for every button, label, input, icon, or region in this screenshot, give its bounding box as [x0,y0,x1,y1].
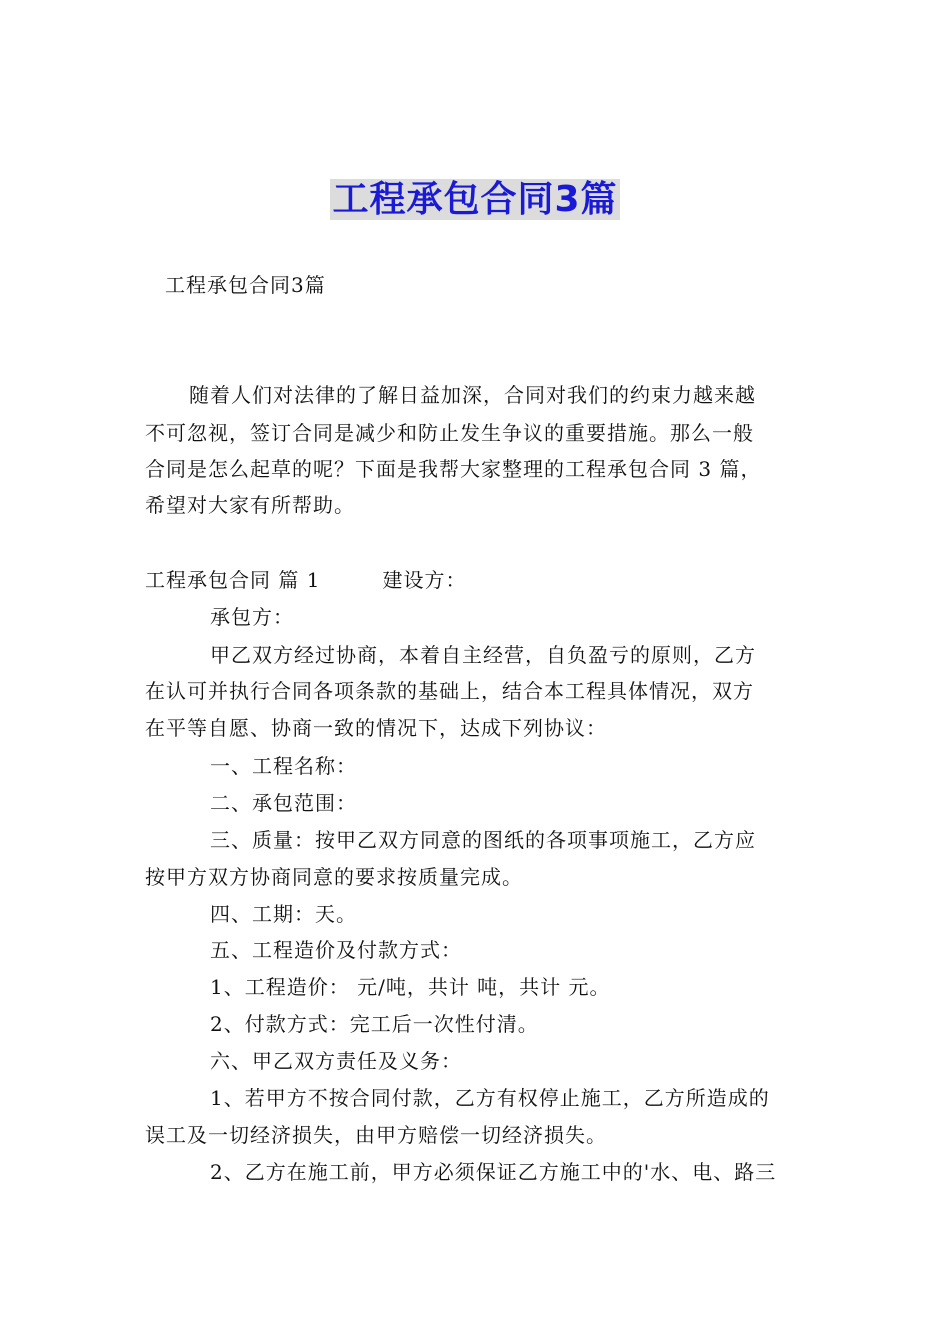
intro-line: 合同是怎么起草的呢？下面是我帮大家整理的工程承包合同 3 篇， [145,457,762,481]
clause-quality-line: 按甲方双方协商同意的要求按质量完成。 [145,865,523,889]
clause-responsibilities: 六、甲乙双方责任及义务： [210,1049,462,1073]
clause-cost-payment: 五、工程造价及付款方式： [210,938,462,962]
clause-responsibility-2: 2、乙方在施工前，甲方必须保证乙方施工中的'水、电、路三 [210,1160,777,1184]
clause-project-name: 一、工程名称： [210,754,357,778]
section-heading-row [145,566,815,594]
document-title-text: 工程承包合同3篇 [332,179,618,220]
builder-label: 建设方： [382,568,467,592]
intro-line: 不可忽视，签订合同是减少和防止发生争议的重要措施。那么一般 [145,421,754,445]
clause-cost: 1、工程造价： 元/吨，共计 吨，共计 元。 [210,975,611,999]
section-heading: 工程承包合同 篇 1 [145,568,321,592]
clause-quality-line: 三、质量：按甲乙双方同意的图纸的各项事项施工，乙方应 [210,828,756,852]
clause-responsibility-1-line: 误工及一切经济损失，由甲方赔偿一切经济损失。 [145,1123,607,1147]
intro-line: 随着人们对法律的了解日益加深，合同对我们的约束力越来越 [189,383,756,407]
clause-responsibility-1-line: 1、若甲方不按合同付款，乙方有权停止施工，乙方所造成的 [210,1086,770,1110]
document-title [0,176,950,224]
agreement-line: 在认可并执行合同各项条款的基础上，结合本工程具体情况，双方 [145,679,754,703]
agreement-line: 甲乙双方经过协商，本着自主经营，自负盈亏的原则，乙方 [210,643,756,667]
document-subtitle: 工程承包合同3篇 [165,273,326,297]
clause-payment-method: 2、付款方式：完工后一次性付清。 [210,1012,539,1036]
agreement-line: 在平等自愿、协商一致的情况下，达成下列协议： [145,716,607,740]
contractor-label: 承包方： [210,605,294,629]
clause-duration: 四、工期：天。 [210,902,357,926]
clause-scope: 二、承包范围： [210,791,357,815]
intro-line: 希望对大家有所帮助。 [145,493,355,517]
